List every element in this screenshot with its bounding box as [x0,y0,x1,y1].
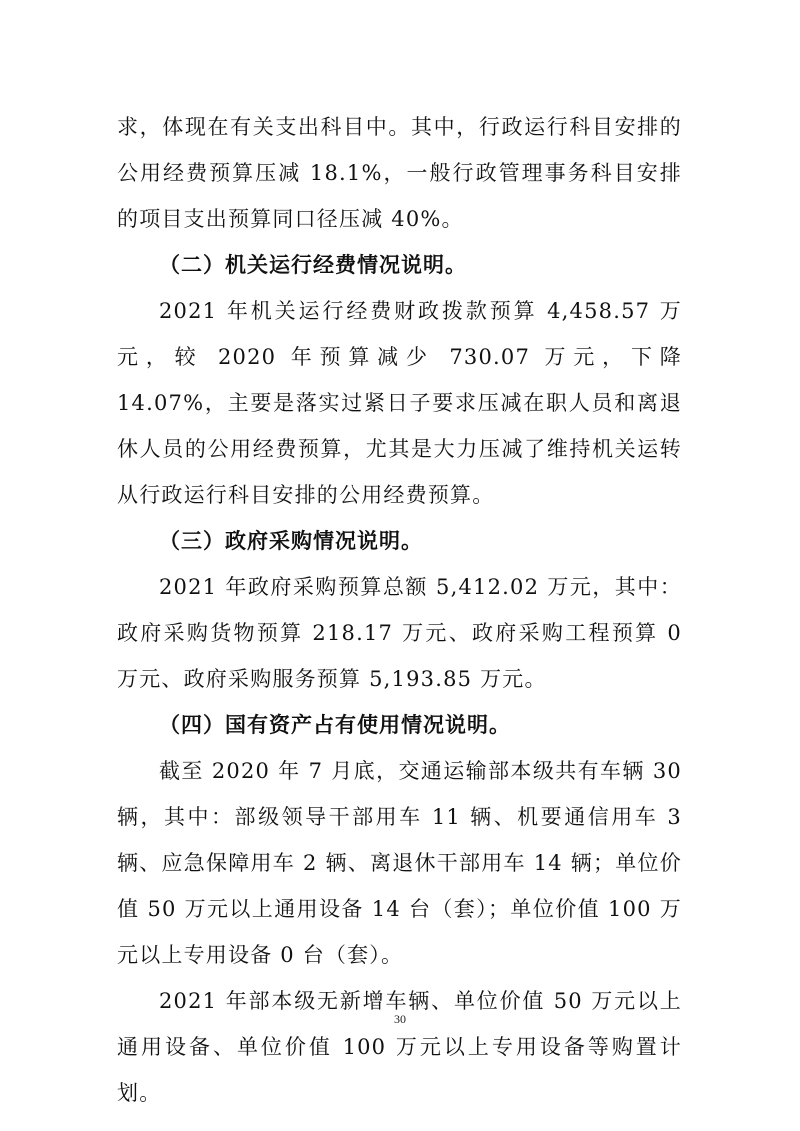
paragraph-purchase-plan: 2021 年部本级无新增车辆、单位价值 50 万元以上通用设备、单位价值 100 万元以上专用设备等购置计划。 [117,989,682,1105]
section-heading-state-assets: （四）国有资产占有使用情况说明。 [159,713,511,737]
paragraph-procurement: 2021 年政府采购预算总额 5,412.02 万元，其中：政府采购货物预算 218.17 万元、政府采购工程预算 0 万元、政府采购服务预算 5,193.85 万元。 [117,575,682,691]
section-heading-operating-expenses: （二）机关运行经费情况说明。 [159,253,467,277]
page-number: 30 [394,1012,406,1026]
paragraph-continuation: 求，体现在有关支出科目中。其中，行政运行科目安排的公用经费预算压减 18.1%，一般行政管理事务科目安排的项目支出预算同口径压减 40%。 [117,115,682,231]
document-body [117,104,682,1116]
section-heading-procurement: （三）政府采购情况说明。 [159,529,423,553]
paragraph-operating-expenses: 2021 年机关运行经费财政拨款预算 4,458.57 万元，较 2020 年预算减少 730.07 万元，下降 14.07%，主要是落实过紧日子要求压减在职人员和离退休人员的公用经费预算，尤其是大力压减了维持机关运转从行政运行科目安排的公用经费预算。 [117,299,682,507]
paragraph-state-assets: 截至 2020 年 7 月底，交通运输部本级共有车辆 30 辆，其中：部级领导干部用车 11 辆、机要通信用车 3 辆、应急保障用车 2 辆、离退休干部用车 14 辆；单位价值 50 万元以上通用设备 14 台（套）；单位价值 100 万元以上专用设备 0 台（套）。 [117,759,682,967]
